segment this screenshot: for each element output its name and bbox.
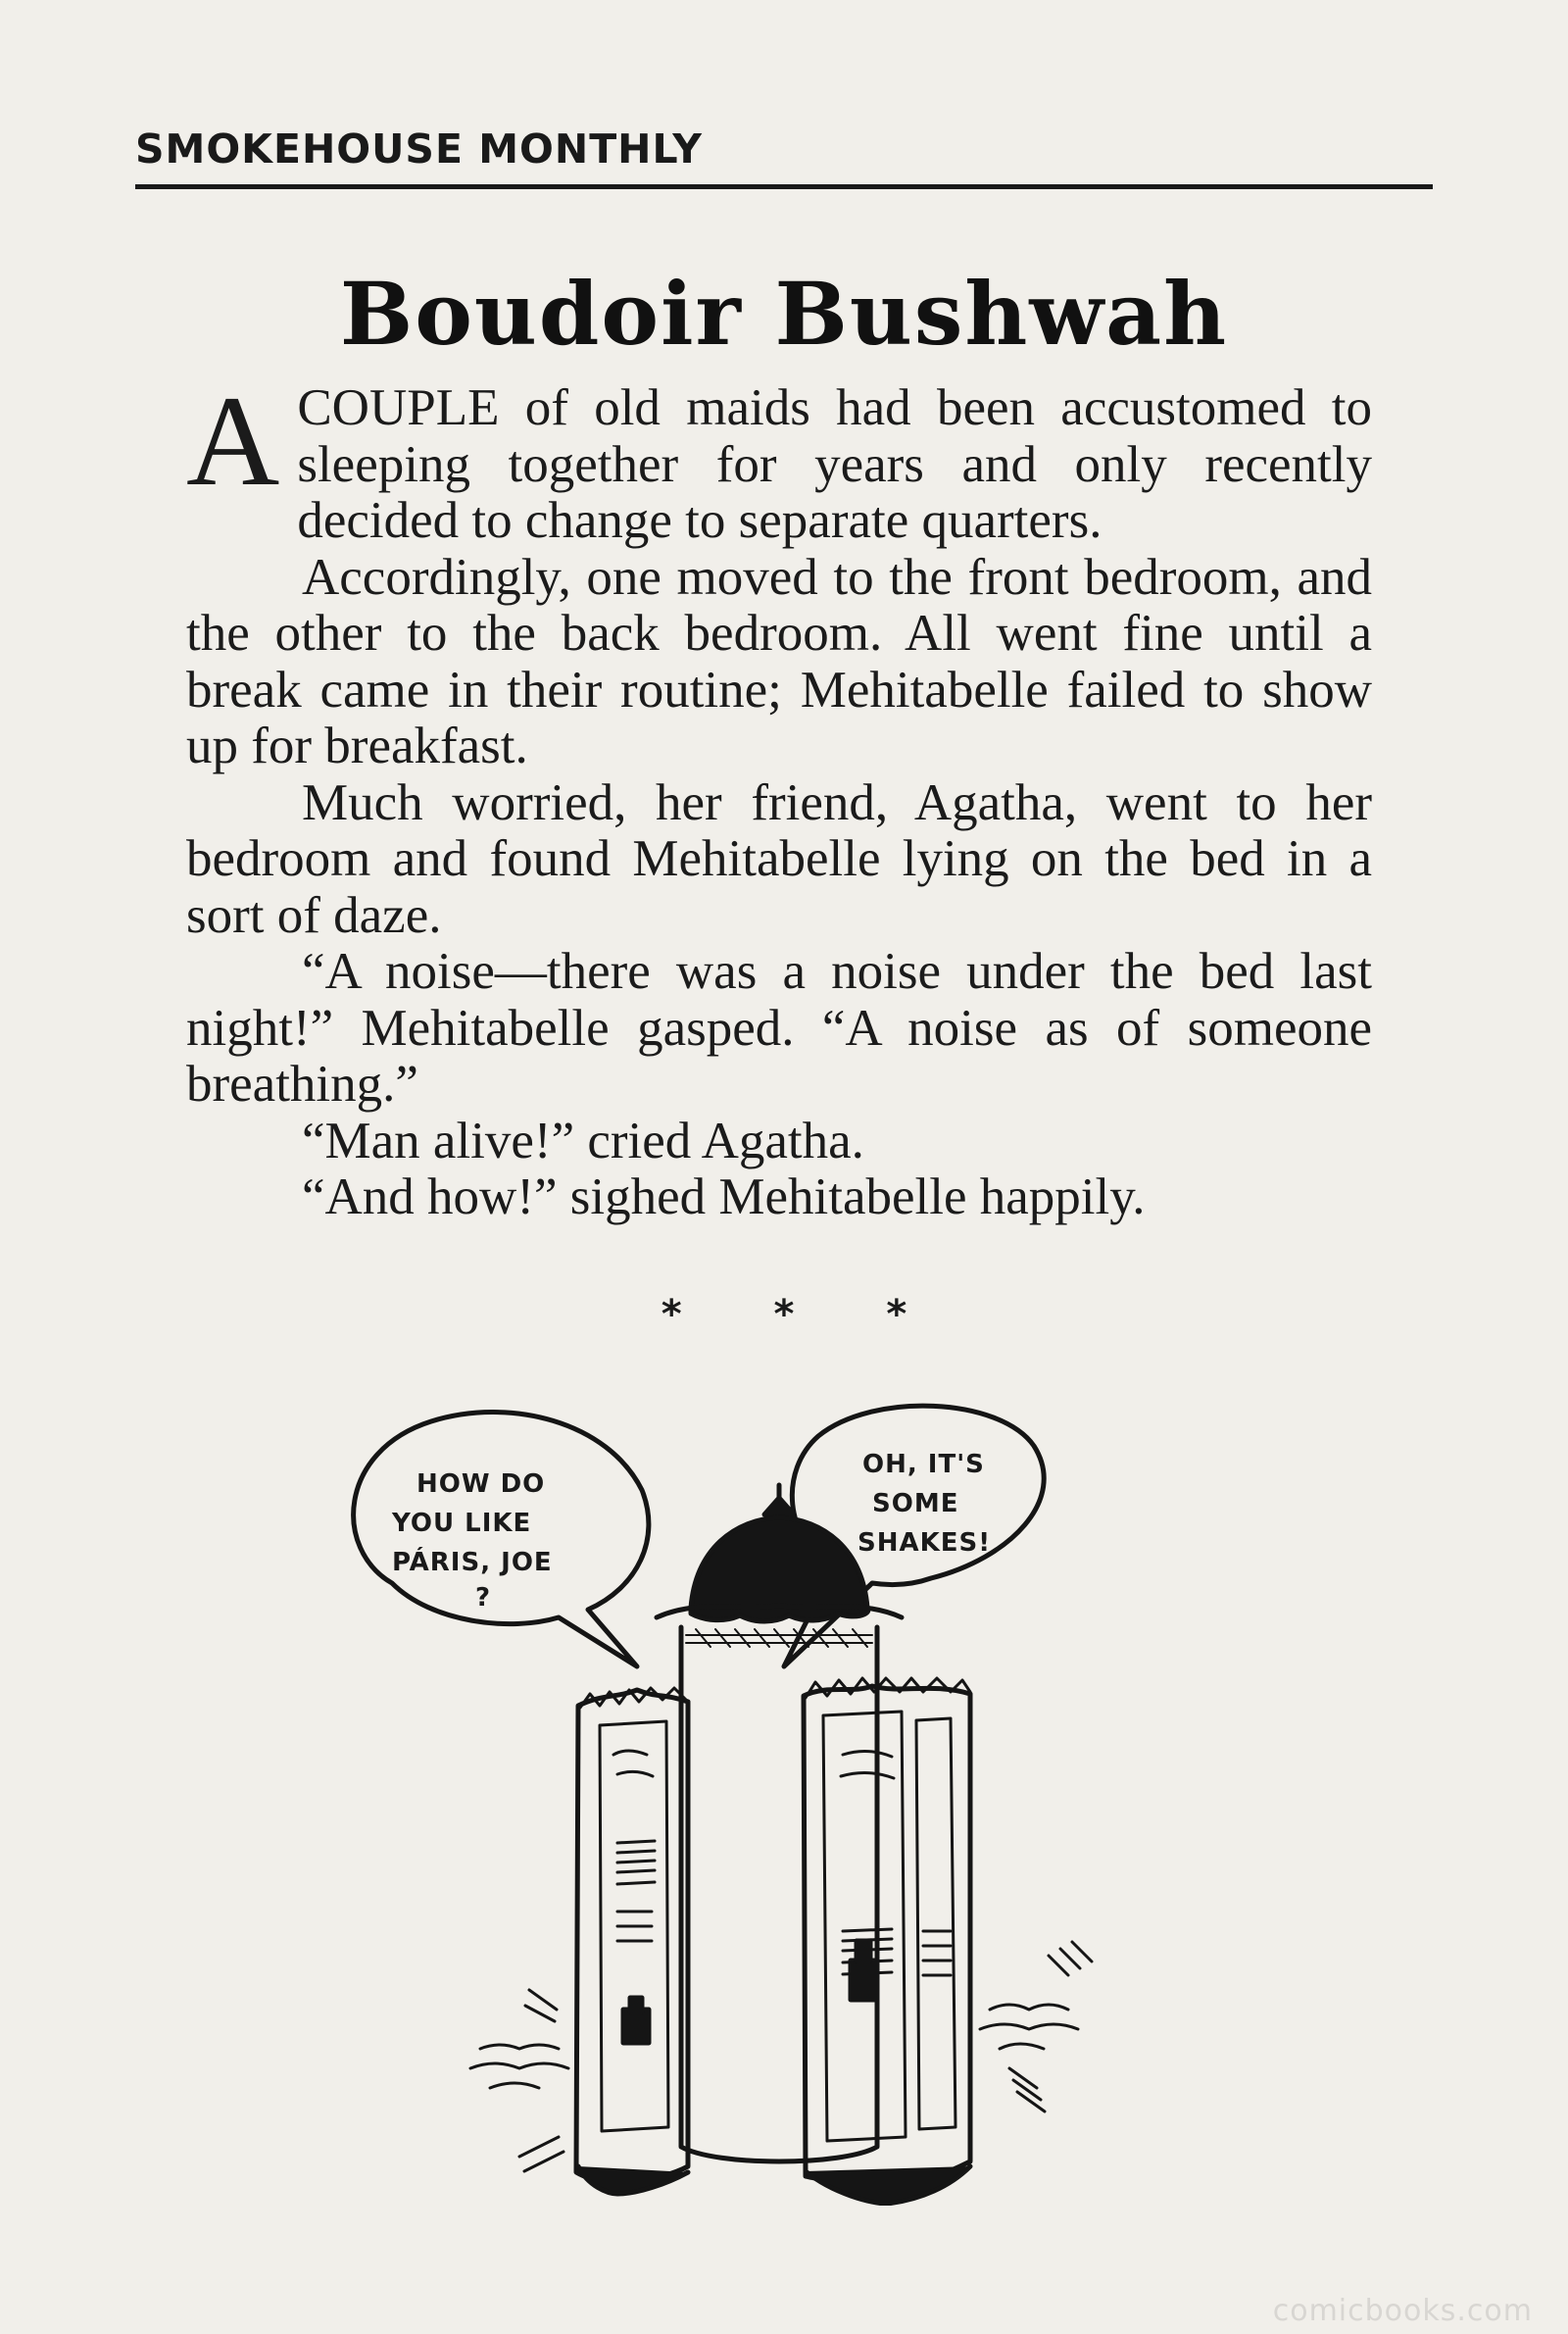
right-bubble-line: SHAKES! (858, 1528, 992, 1558)
article-title: Boudoir Bushwah (339, 263, 1229, 365)
article-paragraph: Accordingly, one moved to the front bedroom, and the other to the back bedroom. All went fine until a break came in their routine; Mehitabelle failed to show up for breakfast. (186, 548, 1372, 774)
left-poster-panel (576, 1690, 688, 2186)
article-body (186, 369, 1372, 1226)
cartoon-illustration (323, 1382, 1205, 2206)
running-head: SMOKEHOUSE MONTHLY (135, 125, 703, 173)
left-bubble-line: PÁRIS, JOE (392, 1548, 553, 1577)
left-bubble-line: HOW DO (416, 1469, 546, 1499)
drop-cap: A (186, 369, 280, 513)
right-bubble-line: SOME (872, 1489, 959, 1518)
article-paragraph: “Man alive!” cried Agatha. (302, 1112, 864, 1169)
left-speech-bubble (354, 1413, 649, 1666)
article-paragraph: “A noise—there was a noise under the bed last night!” Mehitabelle gasped. “A noise as of someone breathing.” (186, 943, 1372, 1113)
left-bubble-line: YOU LIKE (392, 1509, 532, 1538)
watermark: comicbooks.com (1272, 2294, 1533, 2328)
paragraph-text: COUPLE of old maids had been accustomed to sleeping together for years and only recently decided to change to separate quarters. (297, 379, 1372, 549)
section-separator: * * * (661, 1292, 907, 1337)
article-paragraph: “And how!” sighed Mehitabelle happily. (302, 1168, 1146, 1225)
left-bubble-line: ? (475, 1583, 492, 1613)
article-paragraph (186, 369, 1372, 550)
header-rule (135, 184, 1433, 189)
right-bubble-line: OH, IT'S (862, 1450, 985, 1479)
article-paragraph: Much worried, her friend, Agatha, went to her bedroom and found Mehitabelle lying on the bed in a sort of daze. (186, 773, 1372, 944)
